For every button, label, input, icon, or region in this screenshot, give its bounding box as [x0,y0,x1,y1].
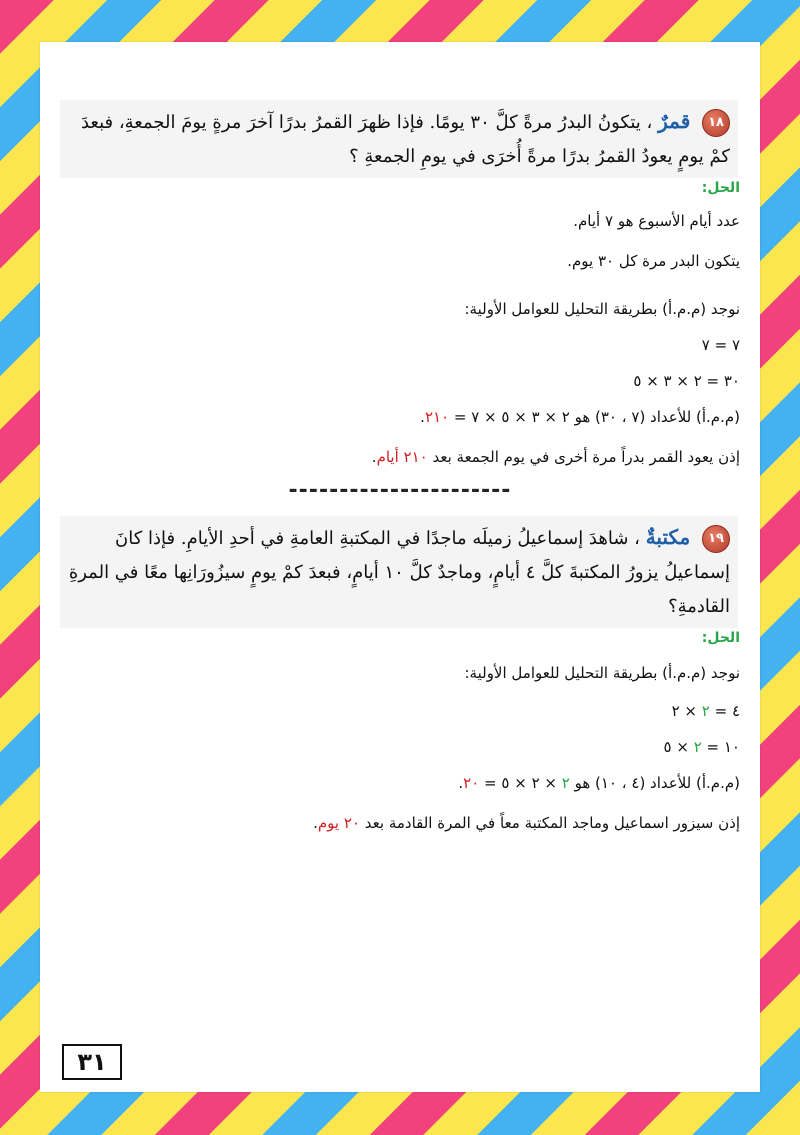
question-18-colon: ، [646,112,653,133]
factor-10-common: ٢ [693,738,702,756]
lcm-18-period: . [420,408,425,426]
lcm-18-result: ٢١٠ [424,408,450,426]
solution-19-line-1: نوجد (م.م.أ) بطريقة التحليل للعوامل الأولية: [464,664,740,682]
answer-18-text: إذن يعود القمر بدراً مرة أخرى في يوم الجمعة بعد [427,448,740,466]
page-sheet [40,42,760,1092]
solution-18-line-3: نوجد (م.م.أ) بطريقة التحليل للعوامل الأولية: [464,300,740,318]
factor-4-lhs: ٤ = [709,702,740,720]
answer-19-period: . [313,814,318,832]
factor-4-common: ٢ [701,702,710,720]
question-18-text: يتكونُ البدرُ مرةً كلَّ ٣٠ يومًا. فإذا ظهرَ القمرُ بدرًا آخرَ مرةٍ يومَ الجمعةِ، فبعدَ كمْ يومٍ يعودُ القمرُ بدرًا مرةً أُخرَى في يومِ الجمعةِ ؟ [80,112,730,167]
question-19-colon: ، [634,528,640,549]
solution-19-line-2 [672,702,740,720]
lcm-19-result: ٢٠ [463,774,480,792]
solution-18-line-4: ٧ = ٧ [701,336,740,354]
section-divider: ---------------------- [288,478,512,503]
solution-19-line-5 [313,814,740,832]
answer-19-value: ٢٠ يوم [317,814,360,832]
answer-19-text: إذن سيزور اسماعيل وماجد المكتبة معاً في المرة القادمة بعد [360,814,740,832]
page-number: ٣١ [77,1048,107,1076]
solution-18-line-5: ٣٠ = ٢ × ٣ × ٥ [633,372,740,390]
question-19-text: شاهدَ إسماعيلُ زميلَه ماجدًا في المكتبةِ العامةِ في أحدِ الأيامِ. فإذا كانَ إسماعيلُ يزورُ المكتبةَ كلَّ ٤ أيامٍ، وماجدٌ كلَّ ١٠ أيامٍ، فبعدَ كمْ يومٍ سيزُورَانِها معًا في المرةِ القادمةِ؟ [68,528,730,617]
factor-10-lhs: ١٠ = [701,738,740,756]
question-19-box [60,516,738,628]
answer-18-value: ٢١٠ أيام [376,448,428,466]
question-18-title: قمرٌ [658,109,691,133]
solution-18-line-7 [372,448,740,466]
lcm-19-expression: × ٢ × ٥ = [479,774,562,792]
lcm-19-prefix: (م.م.أ) للأعداد (٤ ، ١٠) هو [569,774,740,792]
question-18-box [60,100,738,178]
solution-19-line-4 [458,774,740,792]
lcm-19-common: ٢ [561,774,570,792]
question-18-number-badge: ١٨ [702,109,730,137]
solution-18-line-6 [420,408,740,426]
lcm-19-period: . [458,774,464,792]
solution-18-line-2: يتكون البدر مرة كل ٣٠ يوم. [567,252,740,270]
solution-19-label: الحل: [701,630,740,646]
lcm-18-expression: (م.م.أ) للأعداد (٧ ، ٣٠) هو ٢ × ٣ × ٥ × ٧ = [449,408,740,426]
page-number-box [62,1044,122,1080]
question-19-number-badge: ١٩ [702,525,730,553]
factor-4-rest: × ٢ [671,702,702,720]
factor-10-rest: × ٥ [663,738,694,756]
solution-19-line-3 [664,738,740,756]
solution-18-line-1: عدد أيام الأسبوع هو ٧ أيام. [573,212,740,230]
question-19-title: مكتبةٌ [645,525,691,549]
answer-18-period: . [371,448,377,466]
solution-18-label: الحل: [701,180,740,196]
